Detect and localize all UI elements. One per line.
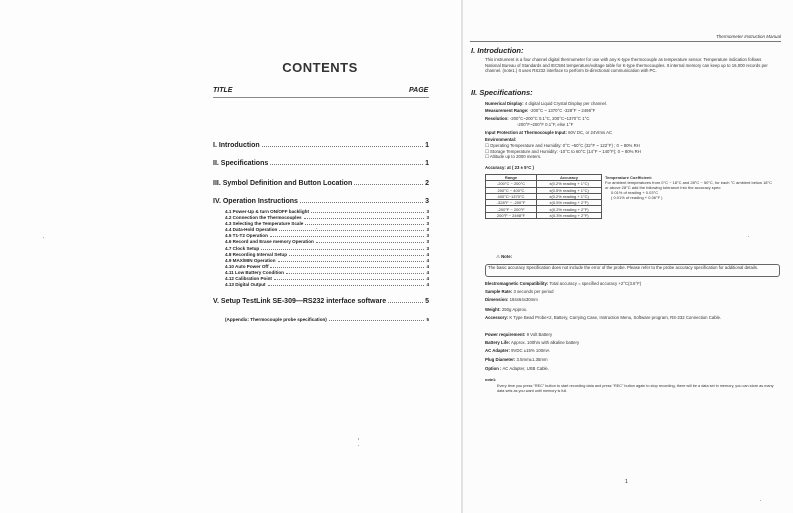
toc-section-5 xyxy=(213,298,429,305)
table-cell: ±(0.5% reading + 1°C) xyxy=(537,187,602,193)
toc-label: V. Setup TestLink SE-309—RS232 interface software xyxy=(213,298,387,305)
env-item: ☐ Altitude up to 2000 meters. xyxy=(485,154,542,159)
accuracy-label: Accuracy: at ( 23 ± 5°C ) xyxy=(485,165,534,170)
toc-appendix xyxy=(213,317,429,323)
temp-coeff-line: ( 0.01% of reading + 0.06°F ) xyxy=(611,195,663,200)
toc-sub-label: 4.5 T1-T2 Operation xyxy=(225,233,268,239)
warning-icon: ⚠ xyxy=(496,254,500,259)
contents-title: CONTENTS xyxy=(282,60,358,75)
footnote-label: note1: xyxy=(485,378,497,382)
toc-sub-page: 4 xyxy=(426,263,429,269)
accuracy-table-wrap xyxy=(485,174,602,219)
table-cell: ±(0.2% reading + 2°F) xyxy=(537,206,602,212)
toc-section-4 xyxy=(213,198,429,205)
note-label: ⚠ Note: xyxy=(496,254,513,259)
spec-dimension: Dimension: 184x64x30mm xyxy=(485,297,538,302)
table-cell: 200°F ~ 2498°F xyxy=(486,212,537,218)
scan-speck xyxy=(760,500,761,501)
env-item: ☐ Storage Temperature and Humidity: -10°C to 60°C (14°F ~ 140°F); 0 ~ 80% RH xyxy=(485,148,641,154)
env-item: ☐ Operating Temperature and Humidity: 0°C ~50°C (32°F ~ 122°F) ; 0 ~ 80% RH xyxy=(485,143,640,148)
spec-plug-diameter: Plug Diameter: 3.5mm±1.35mm xyxy=(485,357,548,362)
spec-sample-rate: Sample Rate: 3 seconds per period xyxy=(485,289,554,294)
toc-label: IV. Operation Instructions xyxy=(213,198,298,205)
table-cell: -200°F ~ 200°F xyxy=(486,206,537,212)
toc-sub-page: 3 xyxy=(426,245,429,251)
toc-sub-page: 4 xyxy=(426,257,429,263)
toc-sub-label: 4.11 Low Battery Condition xyxy=(225,269,284,275)
toc-sub-label: 4.2 Connection the Thermocouples xyxy=(225,215,302,221)
toc-sub-page: 3 xyxy=(426,215,429,221)
toc-sub-page: 3 xyxy=(426,239,429,245)
toc-sub-label: 4.9 MAX/MIN Operation xyxy=(225,257,276,263)
page-column-header: PAGE xyxy=(409,87,429,94)
toc-sub-page: 4 xyxy=(426,269,429,275)
toc-page: 2 xyxy=(425,180,429,187)
resolution: Resolution: -200°C~200°C 0.1°C, 200°C~1370°C 1°C xyxy=(485,116,590,121)
toc-sub-page: 4 xyxy=(426,282,429,288)
toc-sub-page: 4 xyxy=(426,251,429,257)
toc-page: 3 xyxy=(425,198,429,205)
toc-label: III. Symbol Definition and Button Location xyxy=(213,180,353,187)
title-column-header: TITLE xyxy=(213,87,233,94)
table-cell: ±(0.2% reading + 1°C) xyxy=(537,193,602,199)
toc-label: I. Introduction xyxy=(213,142,260,149)
spec-ac-adapter: AC Adapter: 9VDC ±15% 100mA xyxy=(485,348,550,353)
numerical-display: Numerical Display: 4 digital Liquid Crystal Display per channel. xyxy=(485,101,608,106)
spec-power: Power requirement: 9 Volt Battery xyxy=(485,332,553,337)
toc-sub-label: 4.12 Calibration Point xyxy=(225,276,272,282)
spec-heading: II. Specifications: xyxy=(471,88,533,97)
table-cell: 400°C~1370°C xyxy=(486,193,537,199)
temp-coeff-text: For ambient temperatures from 0°C ~ 18°C and 28°C ~ 50°C, for each °C ambient below 18°C or above 28°C add the following tolerance into the accuracy spec: xyxy=(605,180,773,190)
spec-option: Option : AC Adapter, USB Cable. xyxy=(485,366,550,371)
spec-weight: Weight: 250g Approx. xyxy=(485,307,528,312)
toc-page: 5 xyxy=(425,298,429,305)
page-number: 1 xyxy=(625,479,628,485)
toc-sub-page: 3 xyxy=(426,209,429,214)
table-cell: -328°F ~ -200°F xyxy=(486,200,537,206)
table-row xyxy=(486,212,602,218)
table-cell: ±(0.5% reading + 2°F) xyxy=(537,200,602,206)
accuracy-table xyxy=(485,174,602,219)
scan-speck xyxy=(316,228,317,229)
toc-page: 1 xyxy=(425,142,429,149)
toc-sub-label: 4.13 Digital Output xyxy=(225,282,266,288)
toc-sub-label: 4.4 Data-Hold Operation xyxy=(225,227,278,233)
note-text: The basic accuracy Specification does not include the error of the probe. Please refer to the probe accuracy specification for additional details. xyxy=(488,265,759,270)
spec-battery-life: Battery Life: Approx. 100hrs with alkaline battery xyxy=(485,340,580,345)
toc-sub-page: 4 xyxy=(426,276,429,282)
scan-speck xyxy=(358,445,359,446)
temp-coeff-heading: Temperature Coefficient: xyxy=(605,175,653,180)
toc-sub-label: 4.8 Recording Interval Setup xyxy=(225,251,288,257)
page-fold xyxy=(461,0,463,513)
toc-sub-page: 3 xyxy=(426,233,429,239)
scan-speck xyxy=(748,236,749,237)
header-rule xyxy=(213,97,429,98)
toc-sub-label: 4.3 Selecting the Temperature Scale xyxy=(225,221,304,227)
toc-label: II. Specifications xyxy=(213,160,269,167)
table-cell: ±(0.2% reading + 1°C) xyxy=(537,181,602,187)
input-protection: Input Protection at Thermocouple Input: 60V DC, or 24Vrms AC xyxy=(485,130,613,135)
intro-text: This instrument is a four channel digital thermometer for use with any K-type thermocouple as temperature sensor. Temperature indication follows National Bureau of Standards and IEC584 temperature/voltage table for K-type thermocouples. It internal memory can keep up to 16,000 records per channel. (note1.) It uses RS232 interface to perform bi-directional communication with PC. xyxy=(485,57,768,73)
running-header: Thermometer Instruction Manual xyxy=(715,34,781,39)
table-header: Accuracy xyxy=(537,175,602,181)
table-cell: ±(0.3% reading + 2°F) xyxy=(537,212,602,218)
toc-label: (Appendix: Thermocouple probe specification) xyxy=(225,317,327,322)
scan-speck xyxy=(358,438,359,440)
toc-sub-label: 4.10 Auto Power Off xyxy=(225,263,269,269)
resolution-line2: -200°F~200°F 0.1°F, else 1°F xyxy=(517,122,574,127)
spec-accessory: Accessory: K Type Bead Probe×2, Battery, Carrying Case, Instruction Menu, Software program, RS-232 Connection Cable. xyxy=(485,315,722,320)
table-header: Range xyxy=(486,175,537,181)
toc-subsections xyxy=(213,209,429,288)
toc-sub-page: 3 xyxy=(426,221,429,227)
scan-speck xyxy=(43,237,44,238)
toc-sub-label: 4.1 Power-Up & turn ON/OFF backlight xyxy=(225,209,309,214)
header-rule xyxy=(470,41,781,42)
toc-section-2 xyxy=(213,160,429,167)
temperature-coefficient xyxy=(605,175,775,200)
environmental-list xyxy=(485,143,778,160)
toc-sub-label: 4.7 Clock Setup xyxy=(225,245,260,251)
intro-heading: I. Introduction: xyxy=(471,46,524,55)
temp-coeff-line: 0.01% of reading + 0.03°C xyxy=(611,190,659,195)
table-cell: -200°C ~ 200°C xyxy=(486,181,537,187)
footnote-text: Every time you press "REC" button to start recording data and press "REC" button again to stop recording, there will be a data set in memory, you can store as many data sets as you want until memory is full. xyxy=(497,384,774,393)
toc-section-3 xyxy=(213,180,429,187)
measurement-range: Measurement Range: -200°C ~ 1370°C -328°F ~ 2498°F xyxy=(485,108,596,113)
spec-emc: Electromagnetic Compatibility: Total accuracy = specified accuracy +2°C(3.6°F) xyxy=(485,281,642,286)
environmental-label: Environmental: xyxy=(485,137,517,142)
toc-sub-page: 3 xyxy=(426,227,429,233)
toc-section-1 xyxy=(213,142,429,149)
toc-page: 5 xyxy=(426,317,429,322)
table-cell: 200°C ~ 400°C xyxy=(486,187,537,193)
toc-sub-label: 4.6 Record and Erase memory Operation xyxy=(225,239,314,245)
toc-page: 1 xyxy=(425,160,429,167)
